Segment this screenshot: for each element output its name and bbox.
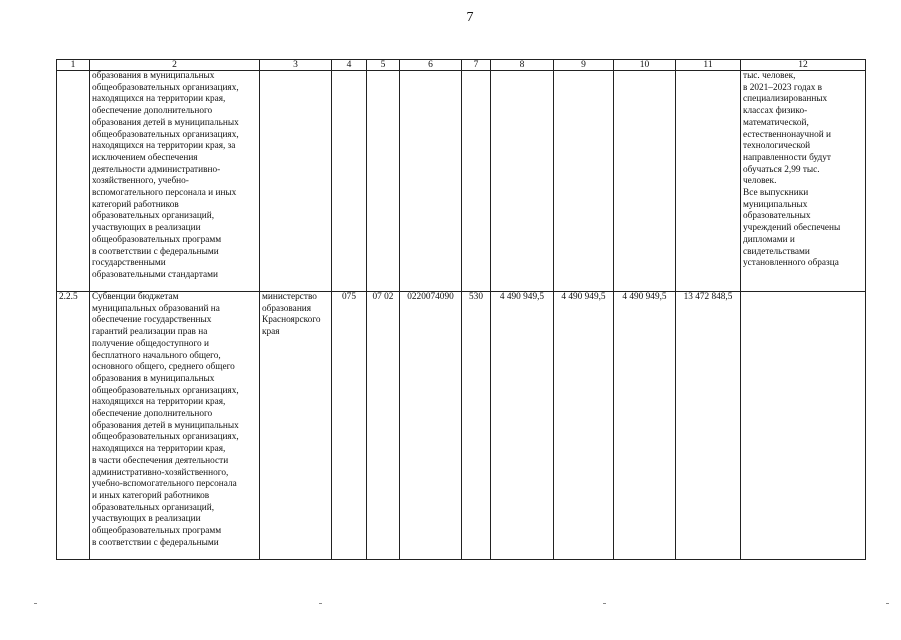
row-description-cell: [90, 292, 260, 560]
table-cell: [367, 71, 400, 292]
header-cell: 7: [462, 60, 491, 71]
text-line: обеспечение дополнительного: [92, 409, 213, 420]
table-row-2-2-5: [57, 292, 866, 560]
text-line: обеспечение дополнительного: [92, 106, 213, 117]
header-cell: 3: [260, 60, 332, 71]
text-line: Субвенции бюджетам: [92, 292, 179, 302]
expense-type-cell: 530: [462, 292, 491, 560]
scan-artifact-marks: [0, 603, 901, 609]
text-line: человек.: [743, 176, 777, 187]
text-line: и иных категорий работников: [92, 490, 210, 501]
text-line: учебно-вспомогательного персонала: [92, 479, 237, 490]
text-line: находящихся на территории края, за: [92, 141, 236, 152]
text-line: образования в муниципальных: [92, 71, 215, 81]
text-line: в части обеспечения деятельности: [92, 455, 229, 466]
amount-total-cell: 13 472 848,5: [676, 292, 741, 560]
text-line: государственными: [92, 258, 166, 269]
table-cell: [676, 71, 741, 292]
text-line: находящихся на территории края,: [92, 94, 226, 105]
header-cell: 5: [367, 60, 400, 71]
text-line: общеобразовательных организациях,: [92, 129, 239, 140]
text-line: находящихся на территории края,: [92, 397, 226, 408]
text-line: направленности будут: [743, 152, 831, 163]
table-cell: [554, 71, 614, 292]
text-line: технологической: [743, 141, 811, 152]
text-line: свидетельствами: [743, 246, 810, 257]
text-line: в соответствии с федеральными: [92, 537, 219, 548]
text-line: исключением обеспечения: [92, 152, 198, 163]
text-line: образовательных: [743, 211, 811, 222]
text-line: общеобразовательных программ: [92, 526, 222, 537]
header-cell: 12: [741, 60, 866, 71]
text-line: общеобразовательных программ: [92, 234, 222, 245]
text-line: общеобразовательных организациях,: [92, 432, 239, 443]
text-line: категорий работников: [92, 199, 179, 210]
text-line: муниципальных: [743, 199, 808, 210]
table-cell: [462, 71, 491, 292]
text-line: муниципальных образований на: [92, 303, 220, 314]
text-line: в 2021–2023 годах в: [743, 82, 823, 93]
amount-2022-cell: 4 490 949,5: [554, 292, 614, 560]
continuation-result-cell: [741, 71, 866, 292]
text-line: в соответствии с федеральными: [92, 246, 219, 257]
header-cell: 9: [554, 60, 614, 71]
table-cell: [491, 71, 554, 292]
text-line: классах физико-: [743, 106, 808, 117]
section-code-cell: 07 02: [367, 292, 400, 560]
text-line: обучаться 2,99 тыс.: [743, 164, 820, 175]
text-line: хозяйственного, учебно-: [92, 176, 189, 187]
table-cell: [332, 71, 367, 292]
table-cell: [614, 71, 676, 292]
text-line: общеобразовательных организациях,: [92, 82, 239, 93]
text-line: находящихся на территории края,: [92, 444, 226, 455]
text-line: установленного образца: [743, 258, 839, 269]
budget-table: [56, 59, 866, 560]
text-line: вспомогательного персонала и иных: [92, 188, 237, 199]
header-cell: 4: [332, 60, 367, 71]
target-code-cell: 0220074090: [400, 292, 462, 560]
text-line: образовательных организаций,: [92, 211, 215, 222]
amount-2021-cell: 4 490 949,5: [491, 292, 554, 560]
text-line: тыс. человек,: [743, 71, 796, 81]
text-line: участвующих в реализации: [92, 514, 201, 525]
text-line: естественнонаучной и: [743, 129, 832, 140]
table-header-row: [57, 60, 866, 71]
page-number: 7: [466, 10, 474, 25]
text-line: образования детей в муниципальных: [92, 117, 239, 128]
text-line: Все выпускники: [743, 188, 809, 199]
text-line: учреждений обеспечены: [743, 223, 841, 234]
text-line: получение общедоступного и: [92, 338, 209, 349]
header-cell: 2: [90, 60, 260, 71]
text-line: деятельности административно-: [92, 164, 221, 175]
text-line: министерство: [262, 292, 317, 302]
header-cell: 10: [614, 60, 676, 71]
text-line: образовательных организаций,: [92, 502, 215, 513]
text-line: образовательными стандартами: [92, 269, 218, 280]
text-line: обеспечение государственных: [92, 315, 212, 326]
text-line: основного общего, среднего общего: [92, 362, 235, 373]
amount-2023-cell: 4 490 949,5: [614, 292, 676, 560]
row-number-cell: 2.2.5: [57, 292, 90, 560]
text-line: образования в муниципальных: [92, 373, 215, 384]
header-cell: 8: [491, 60, 554, 71]
text-line: математической,: [743, 117, 809, 128]
text-line: участвующих в реализации: [92, 223, 201, 234]
expected-result-cell: [741, 292, 866, 560]
responsible-body-cell: [260, 292, 332, 560]
text-line: образования детей в муниципальных: [92, 420, 239, 431]
header-cell: 1: [57, 60, 90, 71]
text-line: гарантий реализации прав на: [92, 327, 208, 338]
table-row-continuation: [57, 71, 866, 292]
text-line: края: [262, 327, 280, 338]
text-line: административно-хозяйственного,: [92, 467, 229, 478]
text-line: образования: [262, 303, 312, 314]
table-cell: [57, 71, 90, 292]
text-line: дипломами и: [743, 234, 795, 245]
text-line: общеобразовательных организациях,: [92, 385, 239, 396]
header-cell: 6: [400, 60, 462, 71]
text-line: специализированных: [743, 94, 828, 105]
text-line: бесплатного начального общего,: [92, 350, 221, 361]
text-line: Красноярского: [262, 315, 321, 326]
header-cell: 11: [676, 60, 741, 71]
continuation-description-cell: [90, 71, 260, 292]
gr-code-cell: 075: [332, 292, 367, 560]
table-cell: [260, 71, 332, 292]
table-cell: [400, 71, 462, 292]
